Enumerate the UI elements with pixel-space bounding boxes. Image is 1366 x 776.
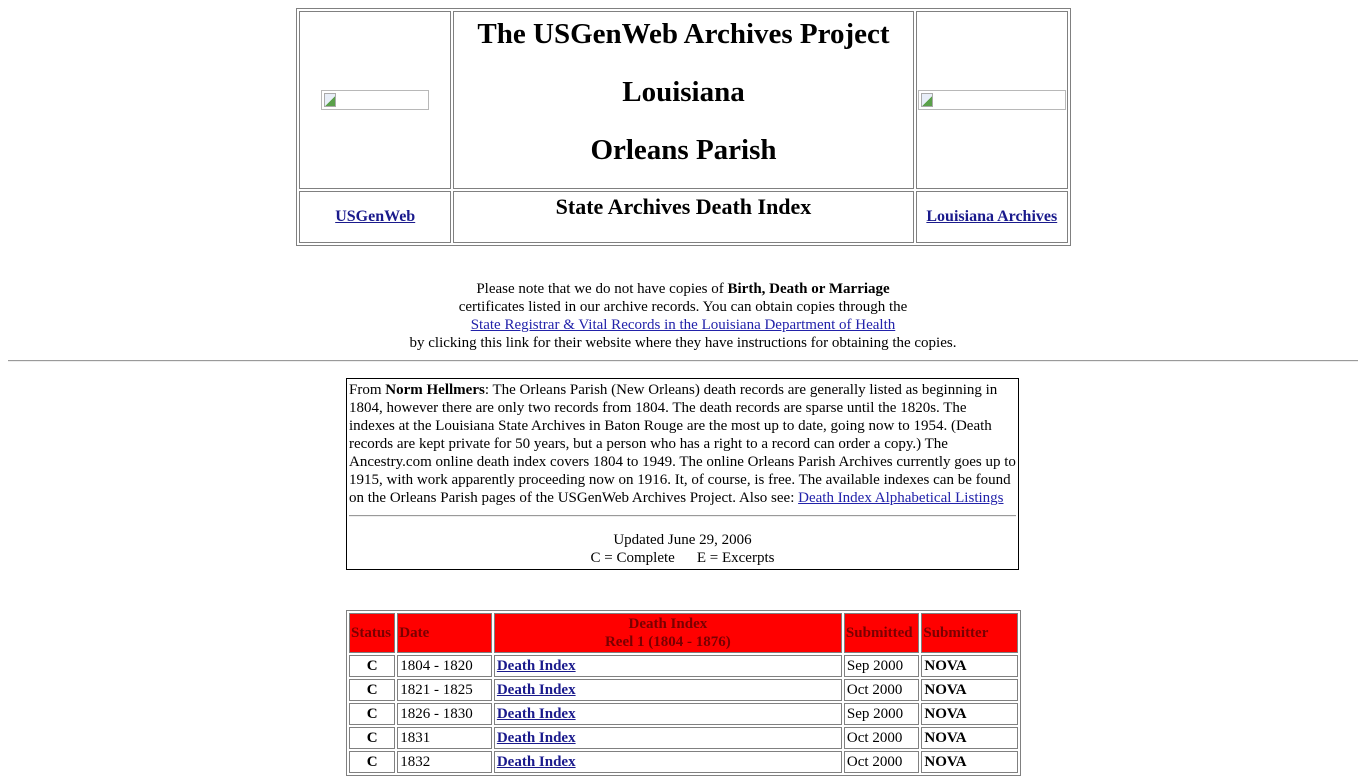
index-cell [494,679,842,701]
death-index-link[interactable]: Death Index [496,754,576,770]
state-title: Louisiana [622,76,745,108]
table-row [349,679,1018,701]
status-cell: C [349,655,395,677]
death-index-link[interactable]: Death Index [496,658,576,674]
index-cell [494,655,842,677]
notice-line4: by clicking this link for their website where they have instructions for obtaining the copies. [409,335,957,351]
broken-image-icon [321,90,429,110]
notice [0,280,1366,352]
date-cell: 1831 [397,727,492,749]
notice-bold: Birth, Death or Marriage [727,281,890,297]
date-cell: 1826 - 1830 [397,703,492,725]
broken-image-icon [918,90,1066,110]
intro-body: : The Orleans Parish (New Orleans) death records are generally listed as beginning in 1804, however there are only two records from 1804. The death records are sparse until the 1820s. The indexes at the Louisiana State Archives in Baton Rouge are the most up to date, going now to 1954. (Death records are kept private for 50 years, but a person who has a right to a record can order a copy.) The Ancestry.com online death index covers 1804 to 1949. The online Orleans Parish Archives currently goes up to 1915, with work apparently proceeding now on 1916. It, of course, is free. The available indexes can be found on the Orleans Parish pages of the USGenWeb Archives Project. Also see: [349,382,1016,506]
submitter-cell: NOVA [921,679,1018,701]
notice-line2: certificates listed in our archive records. You can obtain copies through the [458,299,908,315]
death-index-table [346,610,1021,776]
intro-from-label: From [349,382,386,398]
table-row [349,727,1018,749]
parish-title: Orleans Parish [590,134,777,166]
submitter-cell: NOVA [921,751,1018,773]
page-subtitle: State Archives Death Index [555,194,812,219]
usgenweb-link[interactable]: USGenWeb [335,208,416,225]
death-index-link[interactable]: Death Index [496,682,576,698]
status-cell: C [349,751,395,773]
legend [349,549,1016,567]
header-table [296,8,1071,246]
col-index-reel: Reel 1 (1804 - 1876) [604,634,731,650]
submitted-cell: Oct 2000 [844,679,919,701]
col-status-header: Status [349,613,395,653]
header-right-link-cell [916,191,1068,243]
date-cell: 1821 - 1825 [397,679,492,701]
intro-divider [349,515,1016,517]
submitted-cell: Sep 2000 [844,655,919,677]
table-row [349,655,1018,677]
header-title-cell [453,11,913,189]
intro-footer [349,531,1016,567]
col-date-header: Date [397,613,492,653]
submitted-cell: Oct 2000 [844,751,919,773]
col-submitter-header: Submitter [921,613,1018,653]
legend-excerpts: E = Excerpts [696,550,775,566]
submitted-cell: Sep 2000 [844,703,919,725]
intro-paragraph [349,381,1016,507]
submitter-cell: NOVA [921,655,1018,677]
alphabetical-listings-link[interactable]: Death Index Alphabetical Listings [798,490,1004,506]
intro-author: Norm Hellmers [385,382,485,398]
updated-date: Updated June 29, 2006 [613,532,752,548]
status-cell: C [349,679,395,701]
legend-complete: C = Complete [590,550,675,566]
index-cell [494,703,842,725]
notice-line1: Please note that we do not have copies of [476,281,728,297]
intro-box [346,378,1019,570]
date-cell: 1804 - 1820 [397,655,492,677]
col-index-title: Death Index [628,616,708,632]
col-submitted-header: Submitted [844,613,919,653]
table-row [349,703,1018,725]
status-cell: C [349,703,395,725]
date-cell: 1832 [397,751,492,773]
submitter-cell: NOVA [921,727,1018,749]
header-subtitle-cell [453,191,913,243]
death-index-link[interactable]: Death Index [496,730,576,746]
site-title: The USGenWeb Archives Project [477,18,890,50]
index-cell [494,751,842,773]
table-row [349,751,1018,773]
index-cell [494,727,842,749]
louisiana-archives-link[interactable]: Louisiana Archives [926,208,1058,225]
submitter-cell: NOVA [921,703,1018,725]
status-cell: C [349,727,395,749]
submitted-cell: Oct 2000 [844,727,919,749]
header-left-link-cell [299,191,451,243]
col-index-header [494,613,842,653]
vital-records-link[interactable]: State Registrar & Vital Records in the Louisiana Department of Health [470,317,896,333]
header-left-image-cell [299,11,451,189]
header-right-image-cell [916,11,1068,189]
table-header-row [349,613,1018,653]
divider [8,360,1358,362]
death-index-link[interactable]: Death Index [496,706,576,722]
